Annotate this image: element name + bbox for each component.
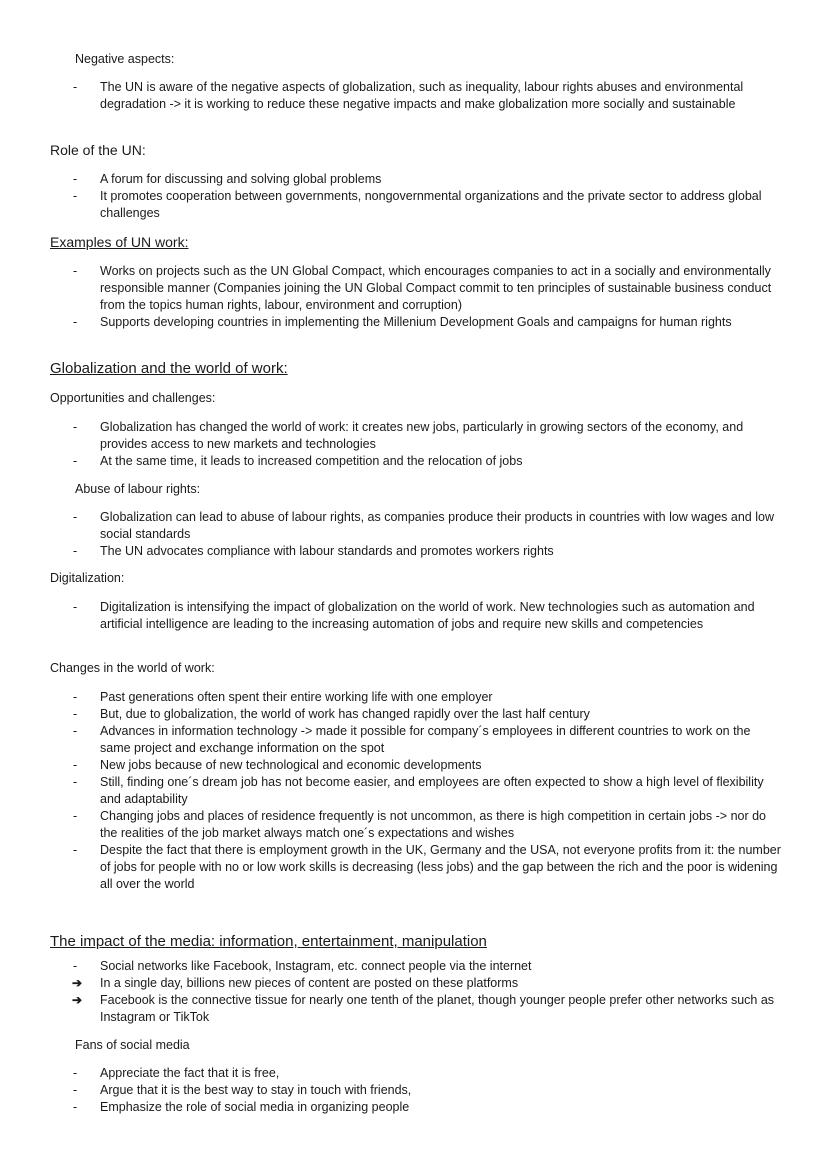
list-item: - Globalization can lead to abuse of labour rights, as companies produce their products in countries with low wages and low social standards <box>73 510 774 541</box>
list-item: ➔ In a single day, billions new pieces of content are posted on these platforms <box>72 976 519 990</box>
list-changes-world-of-work <box>73 689 783 893</box>
list-digitalization <box>73 599 783 633</box>
heading-examples-un-work: Examples of UN work: <box>50 234 189 250</box>
list-negative-aspects <box>73 79 783 113</box>
heading-impact-of-media: The impact of the media: information, entertainment, manipulation <box>50 933 487 950</box>
list-item: - Still, finding one´s dream job has not become easier, and employees are often expected to show a high level of flexibility and adaptability <box>73 775 764 806</box>
dash-marker: - <box>73 80 78 94</box>
heading-fans-of-social-media: Fans of social media <box>75 1038 190 1052</box>
dash-marker: - <box>73 724 78 738</box>
arrow-right-icon: ➔ <box>72 976 83 990</box>
list-item: - Despite the fact that there is employment growth in the UK, Germany and the USA, not everyone profits from it: the number of jobs for people with no or low work skills is decreasing (less jobs) and the gap between the rich and the poor is widening all over the world <box>73 843 781 891</box>
heading-changes-world-of-work: Changes in the world of work: <box>50 661 215 675</box>
list-item: - Appreciate the fact that it is free, <box>73 1066 280 1080</box>
list-item: - Emphasize the role of social media in organizing people <box>73 1100 410 1114</box>
list-item: - The UN is aware of the negative aspects of globalization, such as inequality, labour rights abuses and environmental degradation -> it is working to reduce these negative impacts and make globalization more socially and sustainable <box>73 80 744 111</box>
heading-digitalization: Digitalization: <box>50 571 125 585</box>
dash-marker: - <box>73 1066 78 1080</box>
heading-abuse-labour-rights: Abuse of labour rights: <box>75 482 201 496</box>
arrow-right-icon: ➔ <box>72 993 83 1007</box>
dash-marker: - <box>73 1100 78 1114</box>
list-item: - Social networks like Facebook, Instagram, etc. connect people via the internet <box>73 959 532 973</box>
dash-marker: - <box>73 1083 78 1097</box>
dash-marker: - <box>73 510 78 524</box>
list-item: - Works on projects such as the UN Global Compact, which encourages companies to act in a socially and environmentally responsible manner (Companies joining the UN Global Compact commit to ten principles of sustainable business conduct from the topics human rights, labour, environment and corruption) <box>73 264 772 312</box>
list-item: - Changing jobs and places of residence frequently is not uncommon, as there is high competition in certain jobs -> nor do the realities of the job market always match one´s expectations and wishes <box>73 809 767 840</box>
list-item: - A forum for discussing and solving global problems <box>73 172 382 186</box>
dash-marker: - <box>73 454 78 468</box>
list-item: - Digitalization is intensifying the impact of globalization on the world of work. New technologies such as automation and artificial intelligence are leading to the increasing automation of jobs and require new skills and competencies <box>73 600 755 631</box>
list-item: - The UN advocates compliance with labour standards and promotes workers rights <box>73 544 554 558</box>
heading-role-of-un: Role of the UN: <box>50 142 146 158</box>
list-abuse-labour-rights <box>73 509 783 560</box>
dash-marker: - <box>73 809 78 823</box>
dash-marker: - <box>73 189 78 203</box>
dash-marker: - <box>73 600 78 614</box>
dash-marker: - <box>73 690 78 704</box>
dash-marker: - <box>73 959 78 973</box>
dash-marker: - <box>73 775 78 789</box>
list-item: - It promotes cooperation between governments, nongovernmental organizations and the private sector to address global challenges <box>73 189 762 220</box>
list-item: - Globalization has changed the world of work: it creates new jobs, particularly in growing sectors of the economy, and provides access to new markets and technologies <box>73 420 744 451</box>
list-item: - Supports developing countries in implementing the Millenium Development Goals and campaigns for human rights <box>73 315 732 329</box>
heading-opportunities-challenges: Opportunities and challenges: <box>50 391 216 405</box>
list-item: - But, due to globalization, the world of work has changed rapidly over the last half century <box>73 707 590 721</box>
heading-globalization-world-of-work: Globalization and the world of work: <box>50 360 288 377</box>
list-opportunities-challenges <box>73 419 783 470</box>
list-role-of-un <box>73 171 783 222</box>
list-item: ➔ Facebook is the connective tissue for nearly one tenth of the planet, though younger people prefer other networks such as Instagram or TikTok <box>72 993 775 1024</box>
dash-marker: - <box>73 264 78 278</box>
list-item: - Advances in information technology -> made it possible for company´s employees in different countries to work on the same project and exchange information on the spot <box>73 724 751 755</box>
dash-marker: - <box>73 172 78 186</box>
dash-marker: - <box>73 843 78 857</box>
list-item: - New jobs because of new technological and economic developments <box>73 758 482 772</box>
dash-marker: - <box>73 420 78 434</box>
list-examples-un-work <box>73 263 783 331</box>
dash-marker: - <box>73 544 78 558</box>
heading-negative-aspects: Negative aspects: <box>75 52 175 66</box>
dash-marker: - <box>73 707 78 721</box>
dash-marker: - <box>73 758 78 772</box>
dash-marker: - <box>73 315 78 329</box>
list-impact-of-media <box>73 958 783 1026</box>
list-item: - Argue that it is the best way to stay in touch with friends, <box>73 1083 412 1097</box>
list-fans-of-social-media <box>73 1065 783 1116</box>
list-item: - Past generations often spent their entire working life with one employer <box>73 690 493 704</box>
list-item: - At the same time, it leads to increased competition and the relocation of jobs <box>73 454 523 468</box>
